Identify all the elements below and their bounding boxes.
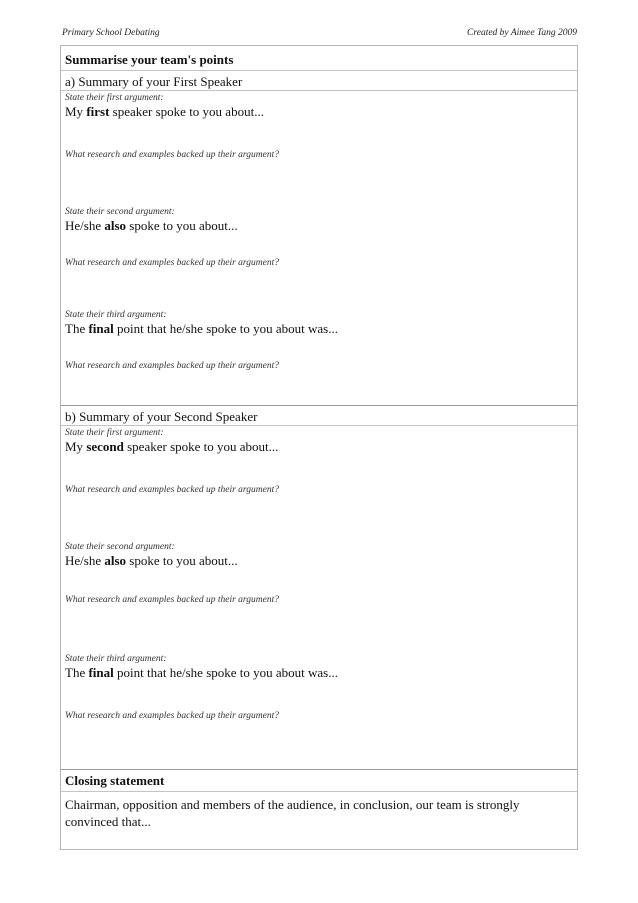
page-header-left: Primary School Debating [62, 28, 160, 38]
argument-statement: The final point that he/she spoke to you about was... [65, 321, 338, 336]
argument-block [65, 93, 573, 120]
argument-block [65, 310, 573, 337]
speaker-b-heading: b) Summary of your Second Speaker [61, 406, 577, 426]
argument-label: State their second argument: [65, 542, 175, 552]
speaker-b-section [61, 426, 577, 770]
argument-statement: He/she also spoke to you about... [65, 218, 238, 233]
speaker-a-heading: a) Summary of your First Speaker [61, 71, 577, 91]
worksheet-table [60, 45, 578, 850]
evidence-question: What research and examples backed up their argument? [65, 595, 279, 605]
evidence-question: What research and examples backed up their argument? [65, 485, 279, 495]
argument-block [65, 542, 573, 569]
evidence-question: What research and examples backed up their argument? [65, 150, 279, 160]
evidence-question: What research and examples backed up their argument? [65, 711, 279, 721]
closing-section [61, 792, 577, 850]
argument-statement: He/she also spoke to you about... [65, 553, 238, 568]
speaker-a-section [61, 91, 577, 406]
argument-label: State their first argument: [65, 93, 164, 103]
argument-label: State their second argument: [65, 207, 175, 217]
argument-label: State their third argument: [65, 310, 167, 320]
closing-text: Chairman, opposition and members of the audience, in conclusion, our team is strongly convinced that... [65, 797, 520, 829]
evidence-question: What research and examples backed up their argument? [65, 258, 279, 268]
evidence-question: What research and examples backed up their argument? [65, 361, 279, 371]
argument-statement: The final point that he/she spoke to you about was... [65, 665, 338, 680]
argument-label: State their first argument: [65, 428, 164, 438]
page-header-right: Created by Aimee Tang 2009 [467, 28, 577, 38]
argument-block [65, 207, 573, 234]
closing-heading: Closing statement [61, 770, 577, 792]
argument-label: State their third argument: [65, 654, 167, 664]
section-title: Summarise your team's points [61, 46, 577, 71]
argument-block [65, 428, 573, 455]
argument-statement: My first speaker spoke to you about... [65, 104, 264, 119]
argument-statement: My second speaker spoke to you about... [65, 439, 279, 454]
argument-block [65, 654, 573, 681]
